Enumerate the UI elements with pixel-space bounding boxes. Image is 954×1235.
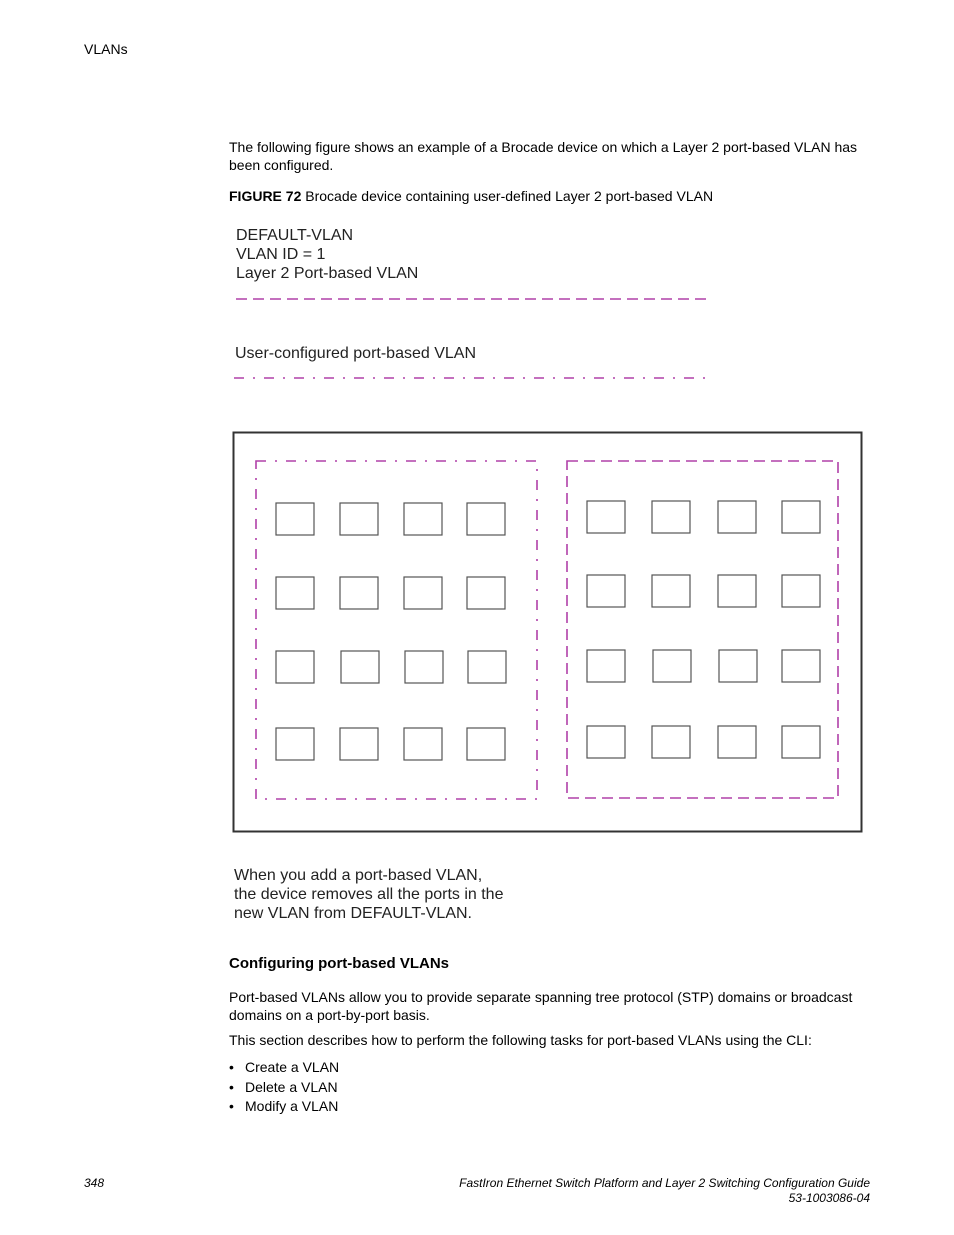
bullet-marker: • xyxy=(229,1098,234,1114)
diagram-note-line: new VLAN from DEFAULT-VLAN. xyxy=(234,905,472,922)
port xyxy=(719,650,757,682)
list-item xyxy=(229,1058,339,1078)
user-vlan-ports xyxy=(276,503,506,760)
port xyxy=(404,577,442,609)
list-item-text: Create a VLAN xyxy=(245,1059,340,1075)
port xyxy=(276,577,314,609)
section-paragraph-2: This section describes how to perform the following tasks for port-based VLANs using the CLI: xyxy=(229,1032,812,1048)
port xyxy=(653,650,691,682)
diagram-note-line: When you add a port-based VLAN, xyxy=(234,867,483,884)
port xyxy=(782,726,820,758)
port xyxy=(652,726,690,758)
port xyxy=(587,575,625,607)
section-paragraph-1: Port-based VLANs allow you to provide separate spanning tree protocol (STP) domains or broadcast domains on a port-by-port basis. xyxy=(229,989,853,1023)
port xyxy=(718,726,756,758)
port xyxy=(782,650,820,682)
list-item-text: Modify a VLAN xyxy=(245,1098,339,1114)
port xyxy=(340,503,378,535)
footer-doc-number: 53-1003086-04 xyxy=(788,1191,870,1205)
port xyxy=(341,651,379,683)
default-vlan-id: VLAN ID = 1 xyxy=(236,246,326,263)
default-vlan-name: DEFAULT-VLAN xyxy=(236,227,354,244)
list-item xyxy=(229,1078,339,1098)
port xyxy=(782,575,820,607)
port xyxy=(782,501,820,533)
port xyxy=(467,728,505,760)
default-vlan-type: Layer 2 Port-based VLAN xyxy=(236,265,419,282)
figure-caption-text: Brocade device containing user-defined Layer 2 port-based VLAN xyxy=(305,188,714,204)
running-header: VLANs xyxy=(84,41,128,57)
intro-paragraph: The following figure shows an example of a Brocade device on which a Layer 2 port-based VLAN has been configured. xyxy=(229,139,858,173)
list-item-text: Delete a VLAN xyxy=(245,1078,338,1095)
port xyxy=(652,575,690,607)
port xyxy=(276,503,314,535)
footer-title: FastIron Ethernet Switch Platform and Layer 2 Switching Configuration Guide xyxy=(459,1176,870,1190)
figure-label: FIGURE 72 xyxy=(229,188,302,204)
port xyxy=(467,577,505,609)
port xyxy=(405,651,443,683)
device-outline xyxy=(234,433,862,832)
port xyxy=(652,501,690,533)
port xyxy=(587,726,625,758)
port xyxy=(718,575,756,607)
page-number: 348 xyxy=(84,1176,105,1190)
port xyxy=(340,728,378,760)
user-vlan-boundary xyxy=(256,461,537,799)
default-vlan-ports xyxy=(587,501,820,758)
bullet-marker: • xyxy=(229,1078,234,1095)
default-vlan-boundary xyxy=(567,461,838,798)
port xyxy=(404,728,442,760)
port xyxy=(276,728,314,760)
port xyxy=(340,577,378,609)
list-item xyxy=(229,1097,339,1117)
port xyxy=(587,650,625,682)
port xyxy=(718,501,756,533)
port xyxy=(467,503,505,535)
section-heading: Configuring port-based VLANs xyxy=(229,955,449,972)
diagram-note-line: the device removes all the ports in the xyxy=(234,886,504,903)
footer-doc-info xyxy=(459,1176,870,1206)
task-list xyxy=(229,1058,339,1117)
port xyxy=(587,501,625,533)
port xyxy=(468,651,506,683)
bullet-marker: • xyxy=(229,1059,234,1075)
port xyxy=(276,651,314,683)
user-vlan-label: User-configured port-based VLAN xyxy=(235,345,477,362)
port xyxy=(404,503,442,535)
